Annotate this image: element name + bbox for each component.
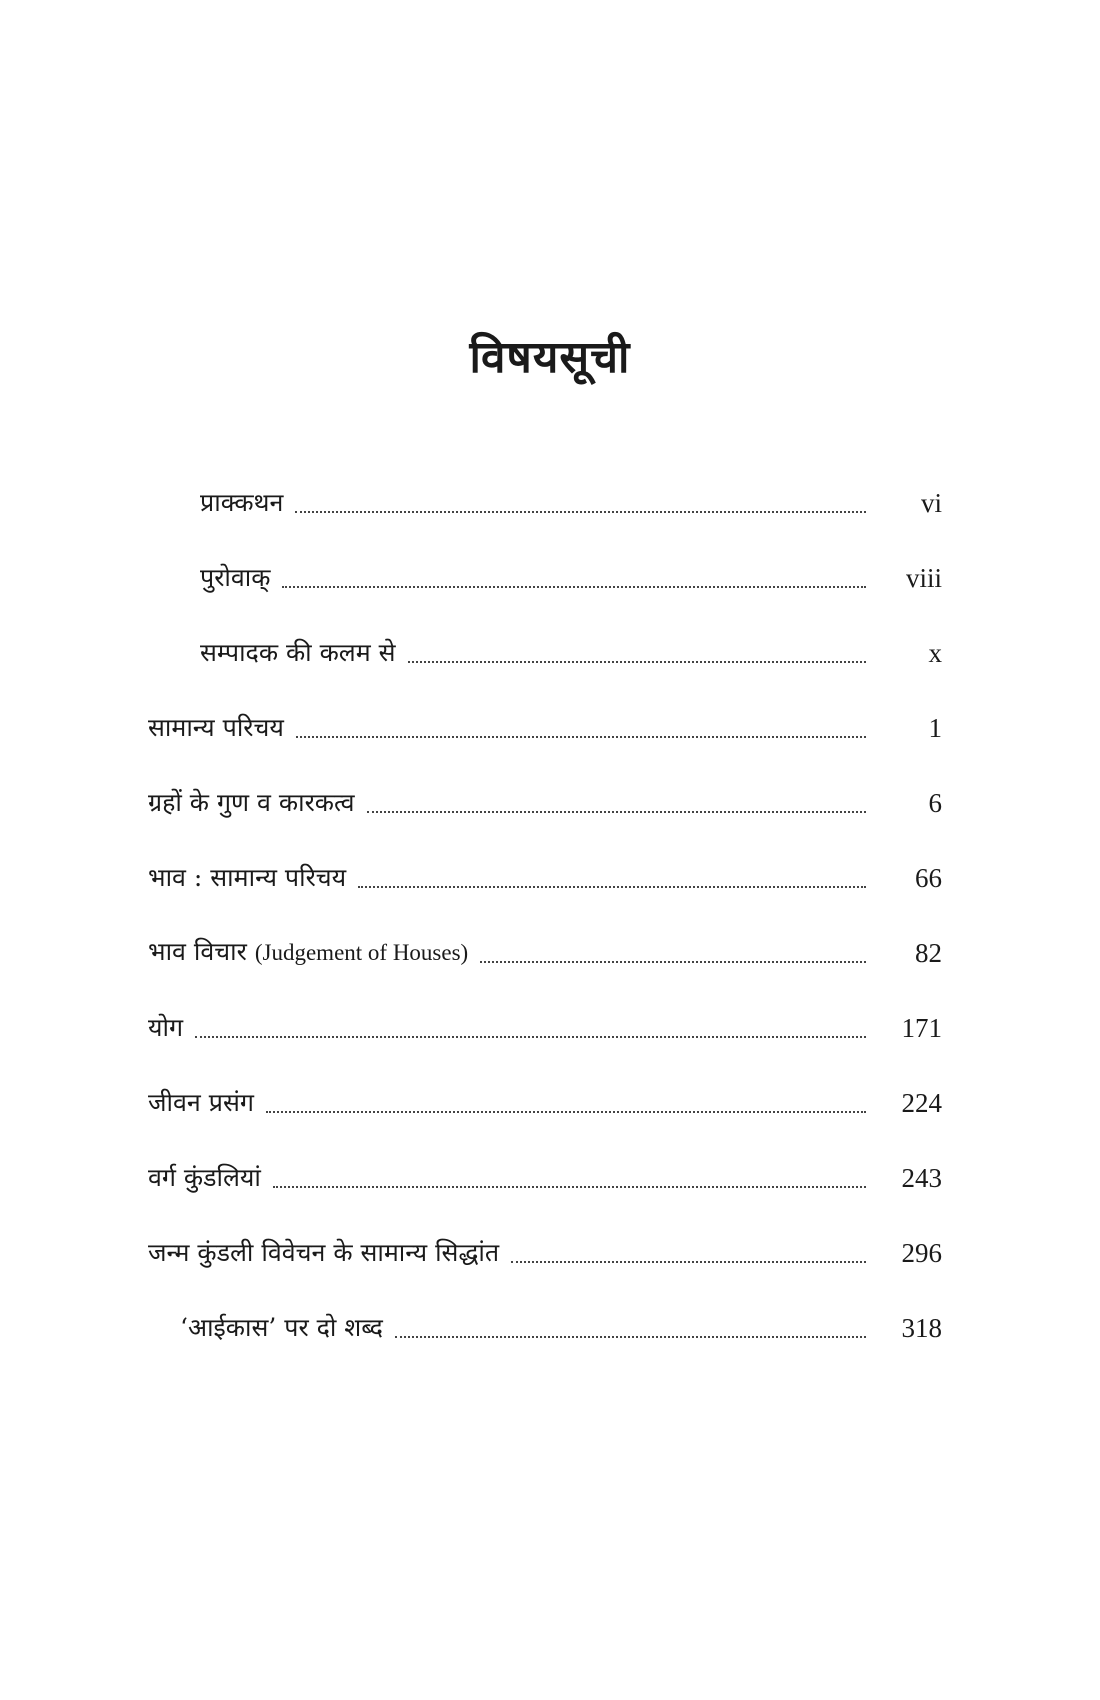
toc-entry-page: 318 xyxy=(901,1313,942,1343)
toc-entry-label: जन्म कुंडली विवेचन के सामान्य सिद्धांत xyxy=(148,1238,500,1267)
toc-entry-label: भाव विचार (Judgement of Houses) xyxy=(148,937,469,966)
dot-leader xyxy=(358,885,866,888)
dot-leader xyxy=(296,735,866,738)
toc-entry xyxy=(148,1120,942,1195)
toc-entry xyxy=(148,595,942,670)
toc-entry xyxy=(148,745,942,820)
toc-entry-page: x xyxy=(928,638,942,668)
toc-entry xyxy=(148,480,942,520)
toc-entry-page: viii xyxy=(905,563,942,593)
toc-entry xyxy=(148,1195,942,1270)
toc-entry xyxy=(148,1270,942,1345)
toc-entry-label: वर्ग कुंडलियां xyxy=(148,1163,261,1192)
toc-entry-label: योग xyxy=(148,1013,184,1042)
toc-entry-label: पुरोवाक् xyxy=(200,563,271,592)
dot-leader xyxy=(195,1035,866,1038)
toc-entry-label: भाव : सामान्य परिचय xyxy=(148,863,347,892)
toc-entry xyxy=(148,820,942,895)
toc-entry xyxy=(148,670,942,745)
dot-leader xyxy=(273,1185,866,1188)
toc-entry-label: ग्रहों के गुण व कारकत्व xyxy=(148,788,355,817)
dot-leader xyxy=(295,510,866,513)
table-of-contents xyxy=(148,480,942,1345)
toc-entry-page: 1 xyxy=(928,713,942,743)
dot-leader xyxy=(282,585,866,588)
toc-entry-label: सामान्य परिचय xyxy=(148,713,284,742)
toc-entry-page: vi xyxy=(920,488,942,518)
dot-leader xyxy=(480,960,866,963)
toc-entry-page: 296 xyxy=(901,1238,942,1268)
toc-entry xyxy=(148,1045,942,1120)
toc-entry-page: 66 xyxy=(915,863,942,893)
toc-entry-label: प्राक्कथन xyxy=(200,488,284,517)
page-title: विषयसूची xyxy=(469,332,631,383)
dot-leader xyxy=(395,1335,866,1338)
dot-leader xyxy=(511,1260,866,1263)
toc-entry xyxy=(148,520,942,595)
toc-entry xyxy=(148,970,942,1045)
toc-entry-label: सम्पादक की कलम से xyxy=(200,638,396,667)
dot-leader xyxy=(367,810,866,813)
toc-entry xyxy=(148,895,942,970)
toc-entry-label: जीवन प्रसंग xyxy=(148,1088,254,1117)
toc-entry-page: 171 xyxy=(901,1013,942,1043)
toc-entry-label: ‘आईकास’ पर दो शब्द xyxy=(180,1313,383,1342)
toc-entry-page: 82 xyxy=(915,938,942,968)
toc-entry-page: 224 xyxy=(901,1088,942,1118)
dot-leader xyxy=(408,660,866,663)
toc-entry-english-label: (Judgement of Houses) xyxy=(254,940,469,965)
dot-leader xyxy=(266,1110,866,1113)
toc-entry-page: 6 xyxy=(928,788,942,818)
toc-entry-page: 243 xyxy=(901,1163,942,1193)
